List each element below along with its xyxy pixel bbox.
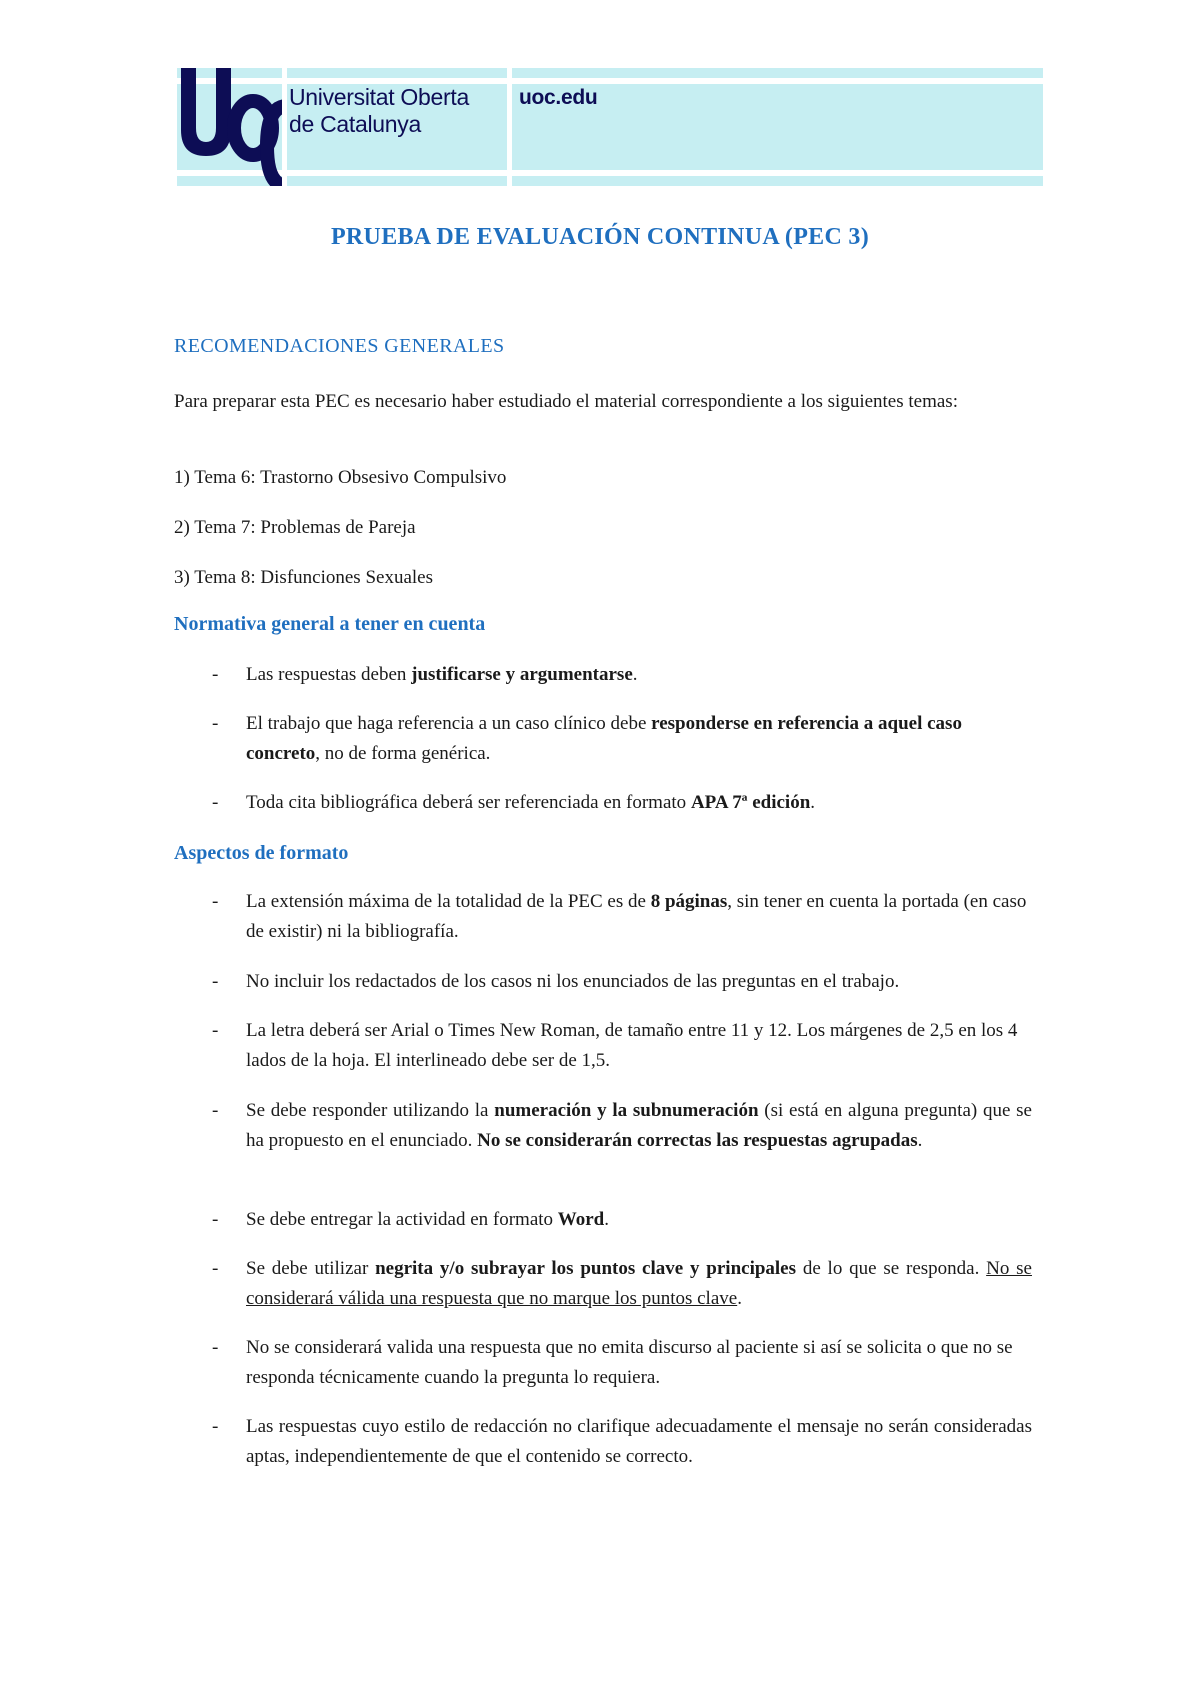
bullet-dash: - xyxy=(212,1416,219,1437)
section-heading-formato: Aspectos de formato xyxy=(174,842,349,864)
banner-separator xyxy=(282,68,287,186)
bullet-dash: - xyxy=(212,1258,219,1279)
bullet-dash: - xyxy=(212,713,219,734)
page-title: PRUEBA DE EVALUACIÓN CONTINUA (PEC 3) xyxy=(330,224,870,250)
uoc-logo-icon xyxy=(177,68,282,186)
bullet-dash: - xyxy=(212,1020,219,1041)
uoc-logo-mark xyxy=(177,68,282,186)
topic-item: 2) Tema 7: Problemas de Pareja xyxy=(174,517,416,538)
topic-item: 1) Tema 6: Trastorno Obsesivo Compulsivo xyxy=(174,467,507,488)
banner-separator xyxy=(507,68,512,186)
bullet-dash: - xyxy=(212,664,219,685)
bullet-dash: - xyxy=(212,1337,219,1358)
bullet-dash: - xyxy=(212,1100,219,1121)
banner-divider xyxy=(177,170,1043,176)
institution-name xyxy=(289,84,469,138)
section-heading-general: RECOMENDACIONES GENERALES xyxy=(174,335,505,357)
website-text: uoc.edu xyxy=(519,86,598,109)
section-heading-normativa: Normativa general a tener en cuenta xyxy=(174,613,486,635)
bullet-dash: - xyxy=(212,792,219,813)
topic-item: 3) Tema 8: Disfunciones Sexuales xyxy=(174,567,433,588)
bullet-dash: - xyxy=(212,971,219,992)
bullet-dash: - xyxy=(212,891,219,912)
bullet-dash: - xyxy=(212,1209,219,1230)
institution-line-2: de Catalunya xyxy=(289,111,421,137)
institution-line-1: Universitat Oberta xyxy=(289,84,469,110)
intro-paragraph: Para preparar esta PEC es necesario haber estudiado el material correspondiente a los siguientes temas: xyxy=(174,391,958,412)
header-banner xyxy=(177,68,1043,186)
